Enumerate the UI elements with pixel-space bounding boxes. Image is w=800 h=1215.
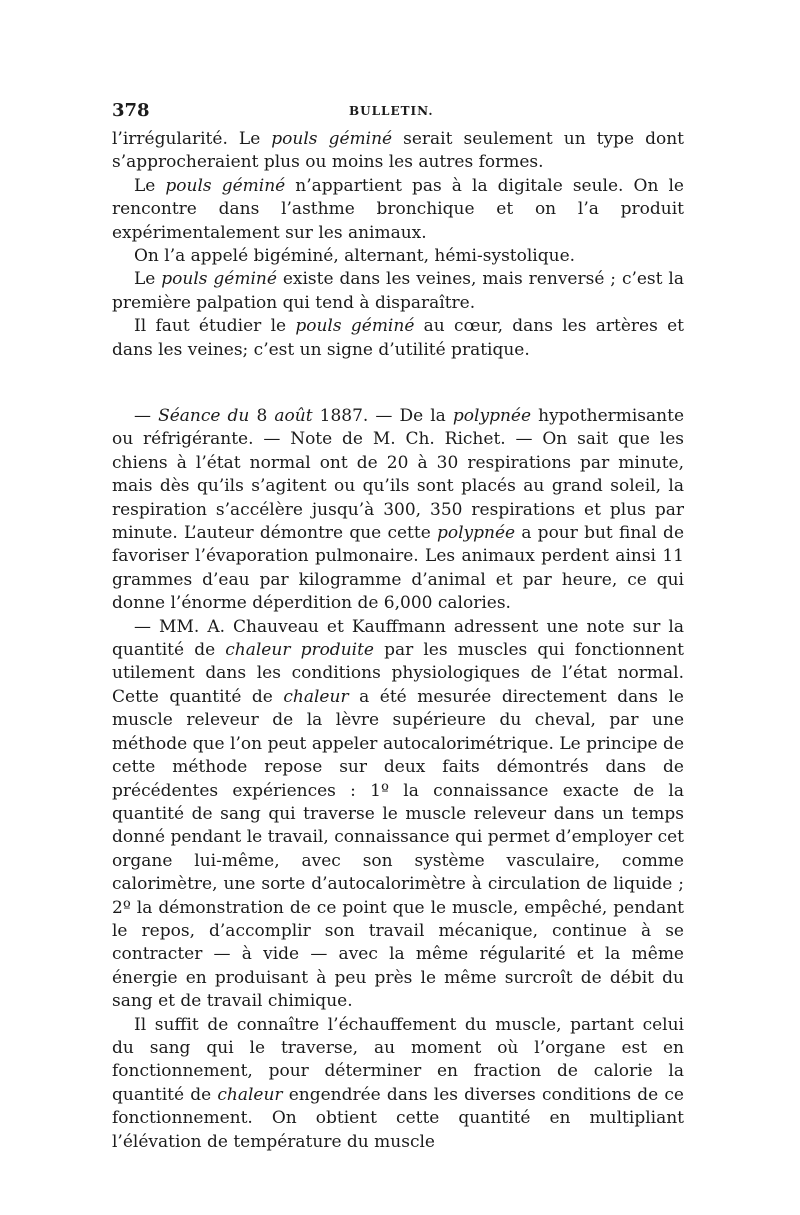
- paragraph: Le pouls géminé n’appartient pas à la digitale seule. On le rencontre dans l’asthme bronchique et on l’a produit expérimentalement sur les animaux.: [112, 175, 684, 243]
- page-header: [112, 100, 684, 124]
- paragraph: On l’a appelé bigéminé, alternant, hémi-systolique.: [134, 246, 576, 267]
- running-head: BULLETIN.: [349, 104, 434, 118]
- paragraph: Le pouls géminé existe dans les veines, mais renversé ; c’est la première palpation qui tend à disparaître.: [112, 269, 684, 313]
- seance-section: [112, 405, 684, 1154]
- paragraph: — MM. A. Chauveau et Kauffmann adressent une note sur la quantité de chaleur produite par les muscles qui fonctionnent utilement dans les conditions physiologiques de l’état normal. Cette quantité de chaleur a été mesurée directement dans le muscle releveur de la lèvre supérieure du cheval, par une méthode que l’on peut appeler autocalorimétrique. Le principe de cette méthode repose sur deux faits démontrés dans de précédentes expériences : 1º la connaissance exacte de la quantité de sang qui traverse le muscle releveur dans un temps donné pendant le travail, connaissance qui permet d’employer cet organe lui-même, avec son système vasculaire, comme calorimètre, une sorte d’autocalorimètre à circulation de liquide ; 2º la démonstration de ce point que le muscle, empêché, pendant le repos, d’accomplir son travail mécanique, continue à se contracter — à vide — avec la même régularité et la même énergie en produisant à peu près le même surcroît de débit du sang et de travail chimique.: [112, 616, 684, 1012]
- page-number: 378: [112, 100, 150, 121]
- pouls-gemine-section: [112, 128, 684, 362]
- seance-paragraph: — Séance du 8 août 1887. — De la polypnée hypothermisante ou réfrigérante. — Note de M. Ch. Richet. — On sait que les chiens à l’état normal ont de 20 à 30 respirations par minute, mais dès qu’ils s’agitent ou qu’ils sont placés au grand soleil, la respiration s’accélère jusqu’à 300, 350 respirations et plus par minute. L’auteur démontre que cette polypnée a pour but final de favoriser l’évaporation pulmonaire. Les animaux perdent ainsi 11 grammes d’eau par kilogramme d’animal et par heure, ce qui donne l’énorme déperdition de 6,000 calories.: [112, 406, 685, 614]
- paragraph: Il suffit de connaître l’échauffement du muscle, partant celui du sang qui le traverse, au moment où l’organe est en fonctionnement, pour déterminer en fraction de calorie la quantité de chaleur engendrée dans les diverses conditions de ce fonctionnement. On obtient cette quantité en multipliant l’élévation de température du muscle: [112, 1014, 684, 1152]
- paragraph: Il faut étudier le pouls géminé au cœur, dans les artères et dans les veines; c’est un signe d’utilité pratique.: [112, 316, 685, 360]
- paragraph-continuation: l’irrégularité. Le pouls géminé serait seulement un type dont s’approcheraient plus ou moins les autres formes.: [112, 129, 685, 173]
